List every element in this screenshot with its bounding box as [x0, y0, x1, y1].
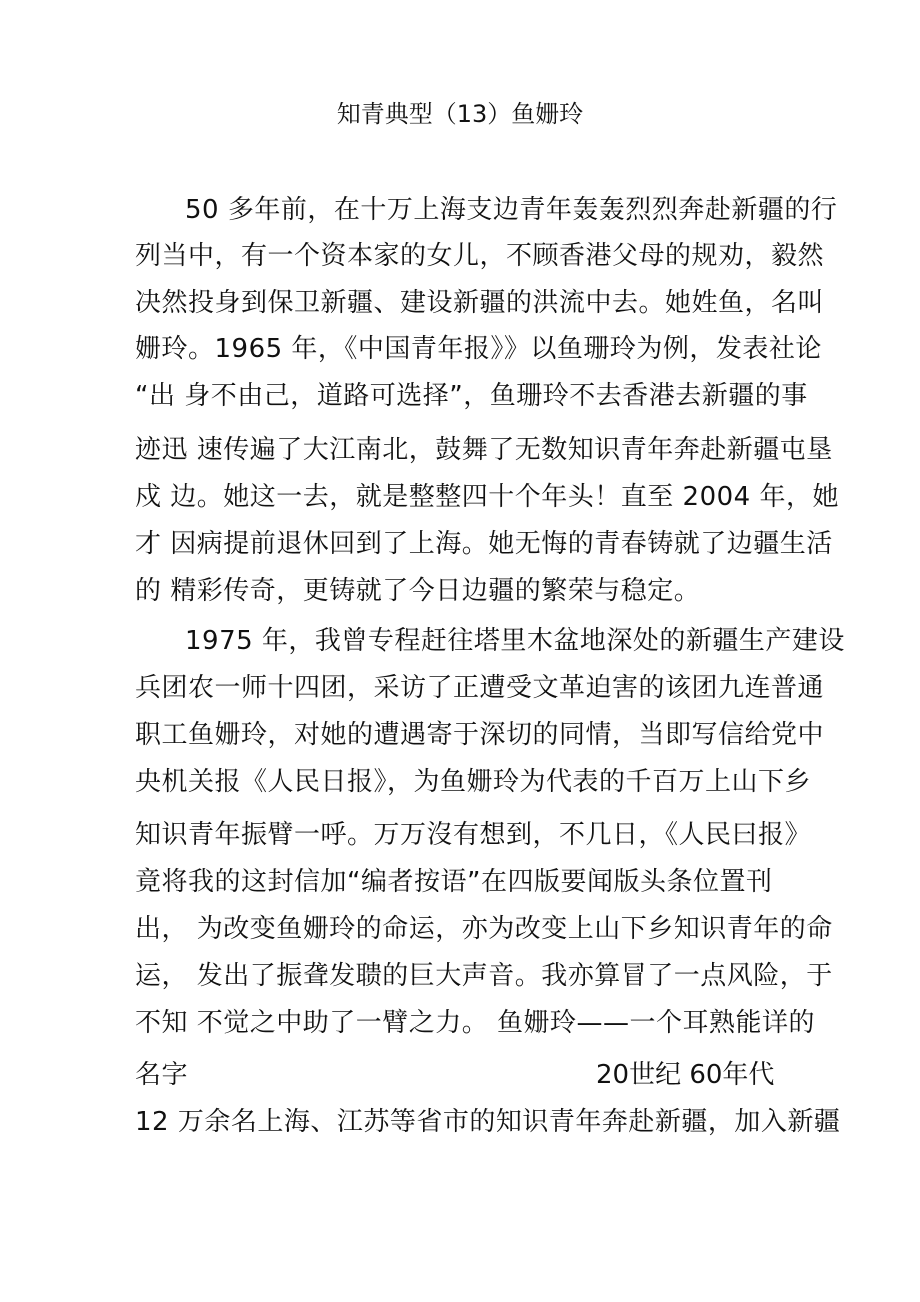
text-line: 决然投身到保卫新疆、建设新疆的洪流中去。她姓鱼，名叫	[135, 288, 825, 318]
text-line: 列当中，有一个资本家的女儿，不顾香港父母的规劝，毅然	[135, 241, 825, 271]
text-line: 名字	[135, 1060, 189, 1090]
text-line: 运， 发出了振聋发聩的巨大声音。我亦算冒了一点风险，于	[135, 961, 833, 991]
text-line: 12 万余名上海、江苏等省市的知识青年奔赴新疆，加入新疆	[135, 1107, 841, 1137]
text-line: 兵团农一师十四团，采访了正遭受文革迫害的该团九连普通	[135, 673, 825, 703]
text-line: 出， 为改变鱼姗玲的命运，亦为改变上山下乡知识青年的命	[135, 914, 833, 944]
text-line: 迹迅 速传遍了大江南北，鼓舞了无数知识青年奔赴新疆屯垦	[135, 435, 833, 465]
text-line: 50 多年前，在十万上海支边青年轰轰烈烈奔赴新疆的行	[185, 195, 838, 225]
text-line: 不知 不觉之中助了一臂之力。 鱼姗玲——一个耳熟能详的	[135, 1008, 816, 1038]
text-line: 戍 边。她这一去，就是整整四十个年头！直至 2004 年，她	[135, 482, 839, 512]
text-line: 职工鱼姗玲，对她的遭遇寄于深切的同情，当即写信给党中	[135, 720, 825, 750]
text-line: 竟将我的这封信加“编者按语”在四版要闻版头条位置刊	[135, 867, 773, 897]
text-line: 知识青年振臂一呼。万万沒有想到，不几日，《人民曰报》	[135, 820, 812, 850]
text-line: 1975 年，我曾专程赶往塔里木盆地深处的新疆生产建设	[185, 626, 845, 656]
text-line: 的 精彩传奇，更铸就了今日边疆的繁荣与稳定。	[135, 576, 701, 606]
text-fragment: 20世纪 60年代	[596, 1060, 775, 1090]
text-line: 央机关报《人民日报》，为鱼姗玲为代表的千百万上山下乡	[135, 767, 812, 797]
text-line: “出 身不由己，道路可选择”，鱼珊玲不去香港去新疆的事	[135, 381, 808, 411]
document-title: 知青典型（13）鱼姗玲	[336, 100, 584, 128]
text-line: 才 因病提前退休回到了上海。她无悔的青春铸就了边疆生活	[135, 529, 833, 559]
text-line: 姗玲。1965 年，《中国青年报》》以鱼珊玲为例，发表社论	[135, 334, 822, 364]
